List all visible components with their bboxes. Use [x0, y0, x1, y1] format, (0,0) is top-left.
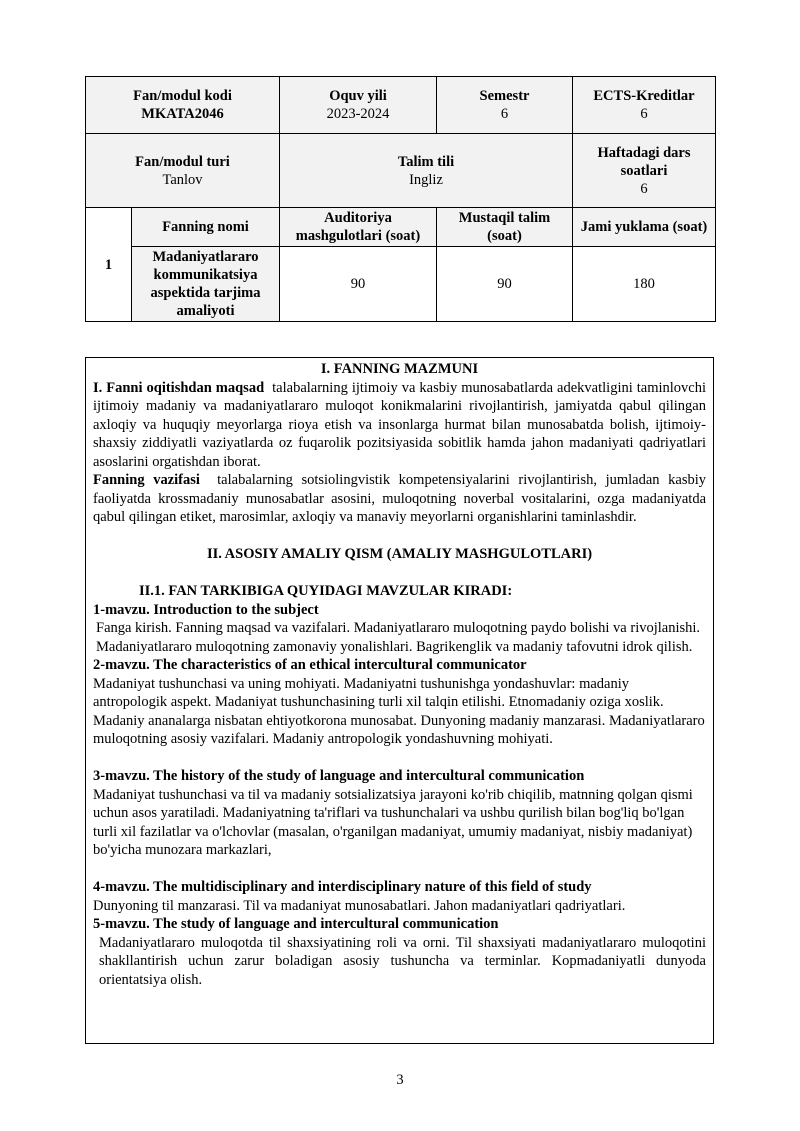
- course-task-label: Fanning vazifasi: [93, 472, 200, 488]
- weekly-hours-cell: [573, 134, 716, 208]
- course-task-text: talabalarning sotsiolingvistik kompetensiyalarini rivojlantirish, jumladan kasbiy faoliyatda krossmadaniy munosabatlar asosini, muloqotning noverbal vositalarini, ozga madaniyatda qabul qilingan etiket, marosimlar, axloqiy va manaviy meyorlarni organishlarini taminlashdir.: [93, 472, 706, 525]
- topic-title: 1-mavzu. Introduction to the subject: [93, 601, 319, 618]
- weekly-hours-value: 6: [640, 180, 648, 197]
- topic-body: Madaniyatlararo muloqotda til shaxsiyatining roli va orni. Til shaxsiyati madaniyatlararo muloqotini shakllantirish uchun zarur boladigan asosiy tushuncha va terminlar. Kopmadaniyatli dunyoda orientatsiya olish.: [99, 934, 706, 988]
- subsection-title: II.1. FAN TARKIBIGA QUYIDAGI MAVZULAR KIRADI:: [139, 583, 513, 599]
- topic-title: 4-mavzu. The multidisciplinary and interdisciplinary nature of this field of study: [93, 879, 592, 895]
- module-type-cell: [86, 134, 280, 208]
- ects-value: 6: [640, 106, 648, 122]
- topic-body: Fanga kirish. Fanning maqsad va vazifalari. Madaniyatlararo muloqotning paydo bolishi va rivojlanishi. Madaniyatlararo muloqotning zamonaviy yonalishlari. Bagrikenglik va madaniy tafovutni idrok qilish.: [96, 620, 701, 655]
- course-info-table: [85, 76, 716, 322]
- topic-body: Dunyoning til manzarasi. Til va madaniyat munosabatlari. Jahon madaniyatlari qadriyatlari.: [93, 897, 626, 914]
- row-number: 1: [104, 256, 113, 273]
- classroom-hours-header: Auditoriya mashgulotlari (soat): [280, 208, 437, 247]
- total-load-header: Jami yuklama (soat): [573, 208, 716, 247]
- topic-title: 5-mavzu. The study of language and intercultural communication: [93, 916, 499, 932]
- language-cell: [280, 134, 573, 208]
- course-content-box: [85, 357, 714, 1044]
- topic-body: Madaniyat tushunchasi va uning mohiyati. Madaniyatni tushunishga yondashuvlar: madaniy antropologik aspekt. Madaniyat tushunchasining turli xil talqin etilishi. Etnomadaniy oziga xoslik. Madaniy ananalarga nisbatan ehtiyotkorona munosabat. Dunyoning madaniy manzarasi. Madaniyatlararo muloqotning asosiy vazifalari. Madaniy antropologik yondashuvning mohiyati.: [93, 675, 705, 747]
- independent-study-header: Mustaqil talim (soat): [437, 208, 573, 247]
- course-task-paragraph: [93, 471, 706, 527]
- course-goal-label: I. Fanni oqitishdan maqsad: [93, 379, 265, 396]
- row-number-cell: [86, 208, 132, 322]
- classroom-hours-value: 90: [280, 247, 437, 322]
- academic-year-cell: [280, 77, 437, 134]
- topic-title: 3-mavzu. The history of the study of language and intercultural communication: [93, 768, 585, 784]
- module-type-value: Tanlov: [162, 171, 203, 188]
- module-type-label: Fan/modul turi: [135, 153, 230, 170]
- semester-cell: [437, 77, 573, 134]
- topic-title: 2-mavzu. The characteristics of an ethical intercultural communicator: [93, 657, 527, 673]
- page-number: 3: [396, 1072, 404, 1088]
- course-goal-text: talabalarning ijtimoiy va kasbiy munosabatlarda adekvatligini taminlovchi ijtimoiy madaniy va madaniyatlararo muloqot konikmalarini rivojlantirish, jamiyatda qabul qilingan axloqiy va huquqiy meyorlarga rioya etish va insonlarga hurmat bilan munosabatda bolish, ijtimoiy-shaxsiy ziddiyatli vaziyatlarda oz fuqarolik pozitsiyasida sobitlik hamda jahon madaniyati qadriyatlari asoslarini orgatishdan iborat.: [93, 379, 707, 470]
- ects-cell: [573, 77, 716, 134]
- language-value: Ingliz: [409, 171, 443, 188]
- total-load-value: 180: [573, 247, 716, 322]
- independent-study-value: 90: [437, 247, 573, 322]
- subject-name-header: Fanning nomi: [132, 208, 280, 247]
- course-goal-paragraph: [93, 379, 706, 472]
- topic-body: Madaniyat tushunchasi va til va madaniy sotsializatsiya jarayoni ko'rib chiqilib, matnning qolgan qismi uchun asos yaratiladi. Madaniyatning ta'riflari va tushunchalari va ushbu qurilish bilan bog'liq bo'lgan turli xil fazilatlar va o'lchovlar (masalan, o'rganilgan madaniyat, umumiy madaniyat, nisbiy madaniyat) bo'yicha munozara markazlari,: [93, 786, 693, 858]
- section-1-title: I. FANNING MAZMUNI: [320, 361, 479, 377]
- semester-value: 6: [500, 106, 509, 122]
- academic-year-label: Oquv yili: [329, 88, 387, 104]
- module-code-label: Fan/modul kodi: [133, 88, 232, 104]
- module-code-cell: [86, 77, 280, 134]
- ects-label: ECTS-Kreditlar: [593, 88, 695, 104]
- module-code-value: MKATA2046: [141, 106, 224, 122]
- section-2-title: II. ASOSIY AMALIY QISM (AMALIY MASHGULOTLARI): [206, 546, 593, 562]
- language-label: Talim tili: [397, 153, 455, 170]
- weekly-hours-label: Haftadagi dars soatlari: [597, 144, 691, 179]
- semester-label: Semestr: [479, 88, 530, 104]
- academic-year-value: 2023-2024: [326, 106, 390, 122]
- subject-name-cell: Madaniyatlararo kommunikatsiya aspektida tarjima amaliyoti: [132, 247, 280, 322]
